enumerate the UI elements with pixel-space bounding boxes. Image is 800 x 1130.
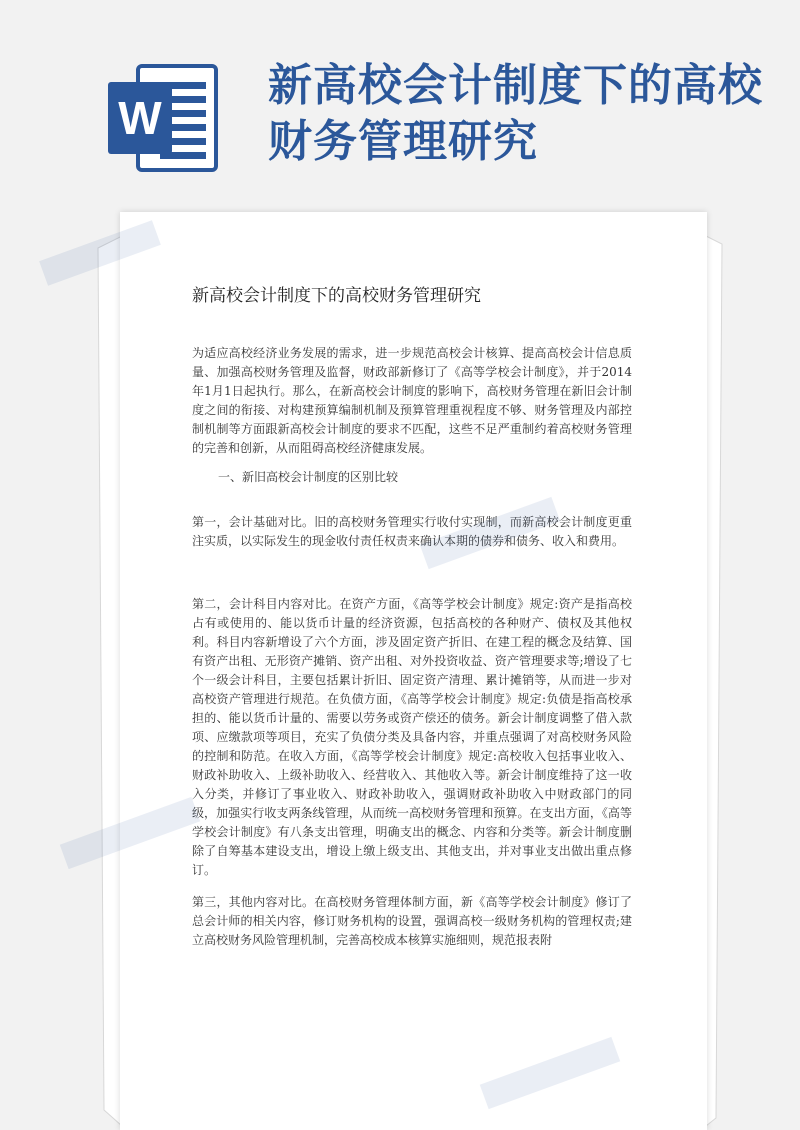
document-title: 新高校会计制度下的高校财务管理研究 [192,286,481,306]
intro-paragraph: 为适应高校经济业务发展的需求，进一步规范高校会计核算、提高高校会计信息质量、加强高校财务管理及监督，财政部新修订了《高等学校会计制度》，并于2014年1月1日起执行。那么，在新高校会计制度的影响下，高校财务管理在新旧会计制度之间的衔接、对构建预算编制机制及预算管理重视程度不够、财务管理及内部控制机制等方面跟新高校会计制度的要求不匹配，这些不足严重制约着高校财务管理的完善和创新，从而阻碍高校经济健康发展。 [192,346,632,455]
logo-letter: W [118,92,162,144]
header-title: 新高校会计制度下的高校财务管理研究 [268,60,763,167]
section-heading: 一、新旧高校会计制度的区别比较 [218,470,399,484]
document-page [120,212,707,1130]
paragraph-1: 第一，会计基础对比。旧的高校财务管理实行收付实现制，而新高校会计制度更重注实质，以实际发生的现金收付责任权责来确认本期的债券和债务、收入和费用。 [192,515,632,548]
header [0,0,800,200]
paragraph-2: 第二，会计科目内容对比。在资产方面，《高等学校会计制度》规定:资产是指高校占有或使用的、能以货币计量的经济资源，包括高校的各种财产、债权及其他权利。科目内容新增设了六个方面，涉及固定资产折旧、在建工程的概念及结算、国有资产出租、无形资产摊销、资产出租、对外投资收益、资产管理要求等;增设了七个一级会计科目，主要包括累计折旧、固定资产清理、累计摊销等，从而进一步对高校资产管理进行规范。在负债方面，《高等学校会计制度》规定:负债是指高校承担的、能以货币计量的、需要以劳务或资产偿还的债务。新会计制度调整了借入款项、应缴款项等项目，充实了负债分类及具备内容，并重点强调了对高校财务风险的控制和防范。在收入方面，《高等学校会计制度》规定:高校收入包括事业收入、财政补助收入、上级补助收入、经营收入、其他收入等。新会计制度维持了这一收入分类，并修订了事业收入、财政补助收入，强调财政补助收入中财政部门的同级，加强实行收支两条线管理，从而统一高校财务管理和预算。在支出方面，《高等学校会计制度》有八条支出管理，明确支出的概念、内容和分类等。新会计制度删除了自筹基本建设支出，增设上缴上级支出、其他支出，并对事业支出做出重点修订。 [192,597,632,877]
paragraph-3: 第三，其他内容对比。在高校财务管理体制方面，新《高等学校会计制度》修订了总会计师的相关内容，修订财务机构的设置，强调高校一级财务机构的管理权责;建立高校财务风险管理机制，完善高校成本核算实施细则，规范报表附 [192,895,632,947]
word-document-icon [108,62,220,174]
